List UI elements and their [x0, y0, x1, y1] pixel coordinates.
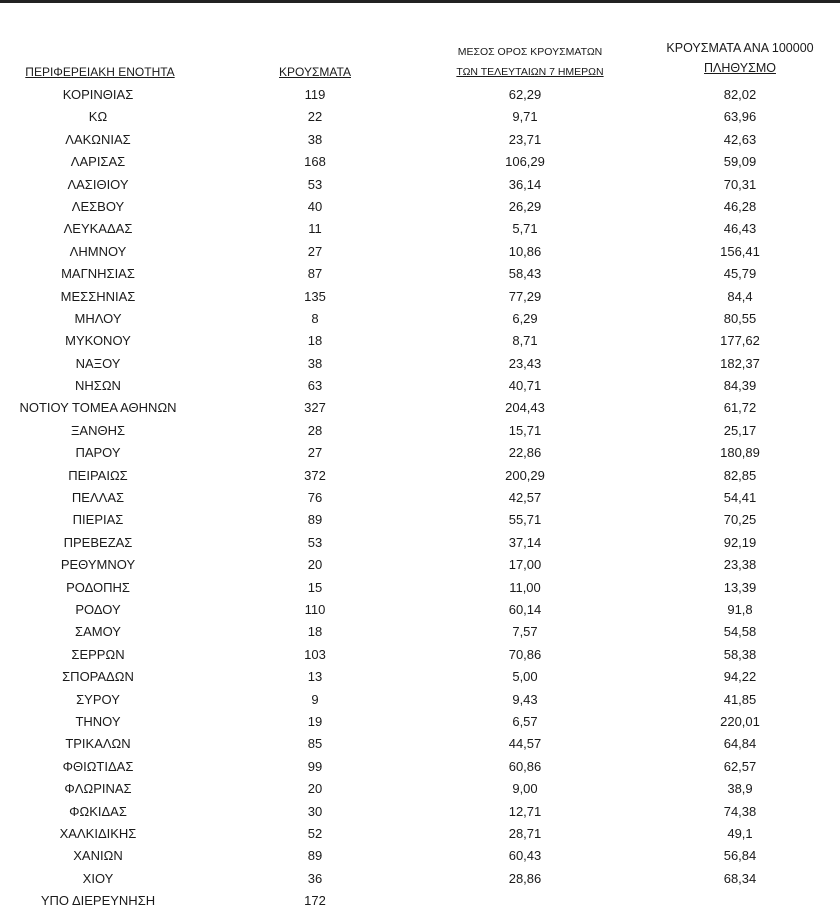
region-cell: ΛΑΣΙΘΙΟΥ	[67, 176, 129, 192]
per-100000-cell: 84,39	[723, 378, 757, 394]
average-cell: 200,29	[505, 467, 545, 483]
cases-cell: 103	[304, 646, 326, 662]
per-100000-cell: 58,38	[723, 646, 757, 662]
region-cell: ΠΡΕΒΕΖΑΣ	[63, 534, 133, 550]
per-100000-cell: 63,96	[723, 109, 757, 125]
region-cell: ΧΑΝΙΩΝ	[73, 848, 123, 864]
cases-cell: 18	[307, 333, 323, 349]
table-row	[0, 778, 840, 800]
region-cell: ΠΑΡΟΥ	[75, 445, 121, 461]
per-100000-cell: 13,39	[723, 579, 757, 595]
region-cell: ΧΑΛΚΙΔΙΚΗΣ	[59, 825, 137, 841]
cases-cell: 13	[307, 669, 323, 685]
region-cell: ΦΩΚΙΔΑΣ	[69, 803, 127, 819]
table-row	[0, 308, 840, 330]
average-cell: 9,71	[512, 109, 538, 125]
table-row	[0, 84, 840, 106]
per-100000-cell: 68,34	[723, 870, 757, 886]
cases-cell: 20	[307, 781, 323, 797]
average-cell: 44,57	[508, 736, 542, 752]
average-cell: 70,86	[508, 646, 542, 662]
table-row	[0, 106, 840, 128]
table-row	[0, 532, 840, 554]
region-cell: ΡΟΔΟΠΗΣ	[66, 579, 130, 595]
table-row	[0, 487, 840, 509]
cases-cell: 30	[307, 803, 323, 819]
table-body	[0, 84, 840, 912]
cases-cell: 110	[304, 601, 326, 617]
region-cell: ΣΑΜΟΥ	[75, 624, 121, 640]
per-100000-cell: 64,84	[723, 736, 757, 752]
cases-cell: 20	[307, 557, 323, 573]
region-cell: ΞΑΝΘΗΣ	[70, 422, 126, 438]
per-100000-cell: 38,9	[727, 781, 753, 797]
average-cell: 26,29	[508, 198, 542, 214]
per-100000-cell: 54,58	[723, 624, 757, 640]
average-cell: 23,71	[508, 131, 542, 147]
table-row	[0, 129, 840, 151]
region-cell: ΛΑΡΙΣΑΣ	[70, 154, 126, 170]
per-100000-cell: 59,09	[723, 154, 757, 170]
table-row	[0, 577, 840, 599]
cases-cell: 11	[308, 221, 322, 237]
cases-cell: 52	[307, 825, 323, 841]
average-cell: 11,00	[509, 579, 541, 595]
table-row	[0, 890, 840, 912]
cases-cell: 27	[307, 243, 323, 259]
cases-cell: 28	[307, 422, 323, 438]
cases-cell: 19	[307, 713, 323, 729]
cases-cell: 76	[307, 490, 323, 506]
region-cell: ΣΕΡΡΩΝ	[71, 646, 125, 662]
cases-cell: 40	[307, 198, 323, 214]
average-cell: 60,86	[508, 758, 542, 774]
region-cell: ΛΕΥΚΑΔΑΣ	[63, 221, 133, 237]
cases-cell: 172	[304, 893, 326, 909]
per-100000-cell: 45,79	[723, 266, 757, 282]
region-cell: ΡΕΘΥΜΝΟΥ	[60, 557, 136, 573]
cases-cell: 119	[304, 87, 326, 102]
header-avg-line2: ΤΩΝ ΤΕΛΕΥΤΑΙΩΝ 7 ΗΜΕΡΩΝ	[456, 66, 604, 78]
per-100000-cell: 177,62	[720, 333, 760, 349]
table-row	[0, 554, 840, 576]
header-seven-day-average	[425, 42, 635, 82]
average-cell: 23,43	[508, 355, 542, 371]
average-cell: 6,29	[512, 310, 538, 326]
average-cell: 17,00	[508, 557, 542, 573]
table-row	[0, 442, 840, 464]
cases-cell: 99	[307, 758, 323, 774]
cases-cell: 89	[307, 848, 323, 864]
region-cell: ΧΙΟΥ	[82, 870, 114, 886]
top-border	[0, 0, 840, 3]
header-cases-label: ΚΡΟΥΣΜΑΤΑ	[279, 65, 351, 79]
cases-cell: 327	[304, 400, 326, 416]
average-cell: 22,86	[508, 445, 542, 461]
header-region-label: ΠΕΡΙΦΕΡΕΙΑΚΗ ΕΝΟΤΗΤΑ	[25, 65, 175, 79]
average-cell: 62,29	[508, 87, 542, 102]
region-cell: ΦΘΙΩΤΙΔΑΣ	[62, 758, 134, 774]
average-cell: 28,86	[508, 870, 542, 886]
table-row	[0, 465, 840, 487]
region-cell: ΡΟΔΟΥ	[75, 601, 121, 617]
table-row	[0, 621, 840, 643]
region-cell: ΚΩ	[88, 109, 108, 125]
per-100000-cell: 42,63	[723, 131, 757, 147]
table-row	[0, 823, 840, 845]
per-100000-cell: 56,84	[723, 848, 757, 864]
table-row	[0, 330, 840, 352]
per-100000-cell: 182,37	[720, 355, 760, 371]
region-cell: ΝΑΞΟΥ	[75, 355, 121, 371]
header-cases-per-100000	[620, 38, 840, 78]
table-row	[0, 666, 840, 688]
cases-cell: 63	[307, 378, 323, 394]
per-100000-cell: 156,41	[720, 243, 760, 259]
cases-cell: 36	[307, 870, 323, 886]
region-cell: ΛΕΣΒΟΥ	[71, 198, 125, 214]
table-row	[0, 868, 840, 890]
average-cell: 10,86	[508, 243, 542, 259]
average-cell: 5,00	[512, 669, 538, 685]
per-100000-cell: 62,57	[723, 758, 757, 774]
region-cell: ΠΕΛΛΑΣ	[71, 490, 125, 506]
cases-cell: 38	[307, 355, 323, 371]
header-region	[0, 62, 200, 82]
per-100000-cell: 49,1	[727, 825, 753, 841]
region-cell: ΛΑΚΩΝΙΑΣ	[65, 131, 131, 147]
average-cell: 5,71	[512, 221, 538, 237]
average-cell: 58,43	[508, 266, 542, 282]
cases-cell: 53	[307, 534, 323, 550]
cases-cell: 9	[311, 691, 319, 707]
cases-cell: 89	[307, 512, 323, 528]
per-100000-cell: 220,01	[720, 713, 760, 729]
table-row	[0, 509, 840, 531]
per-100000-cell: 74,38	[723, 803, 757, 819]
table-row	[0, 644, 840, 666]
cases-cell: 15	[307, 579, 323, 595]
region-cell: ΣΠΟΡΑΔΩΝ	[62, 669, 134, 685]
cases-cell: 27	[307, 445, 323, 461]
header-avg-line1: ΜΕΣΟΣ ΟΡΟΣ ΚΡΟΥΣΜΑΤΩΝ	[457, 46, 603, 58]
per-100000-cell: 23,38	[723, 557, 757, 573]
cases-cell: 18	[307, 624, 323, 640]
cases-cell: 38	[307, 131, 323, 147]
region-cell: ΛΗΜΝΟΥ	[69, 243, 127, 259]
average-cell: 9,00	[512, 781, 538, 797]
table-row	[0, 689, 840, 711]
per-100000-cell: 70,31	[723, 176, 757, 192]
table-row	[0, 263, 840, 285]
region-cell: ΠΕΙΡΑΙΩΣ	[68, 467, 128, 483]
cases-cell: 135	[304, 288, 326, 304]
average-cell: 8,71	[512, 333, 538, 349]
table-row	[0, 801, 840, 823]
average-cell: 28,71	[508, 825, 542, 841]
region-cell: ΣΥΡΟΥ	[76, 691, 120, 707]
per-100000-cell: 41,85	[723, 691, 757, 707]
region-cell: ΜΥΚΟΝΟΥ	[65, 333, 131, 349]
region-cell: ΜΕΣΣΗΝΙΑΣ	[60, 288, 136, 304]
per-100000-cell: 46,43	[723, 221, 757, 237]
average-cell: 37,14	[508, 534, 542, 550]
cases-cell: 87	[307, 266, 323, 282]
table-row	[0, 420, 840, 442]
table-row	[0, 599, 840, 621]
region-cell: ΚΟΡΙΝΘΙΑΣ	[62, 87, 134, 102]
average-cell: 204,43	[505, 400, 545, 416]
region-cell: ΤΡΙΚΑΛΩΝ	[65, 736, 131, 752]
average-cell: 6,57	[512, 713, 538, 729]
cases-cell: 168	[304, 154, 326, 170]
cases-cell: 53	[307, 176, 323, 192]
table-row	[0, 196, 840, 218]
per-100000-cell: 61,72	[723, 400, 757, 416]
table-row	[0, 218, 840, 240]
table-row	[0, 375, 840, 397]
per-100000-cell: 54,41	[723, 490, 757, 506]
per-100000-cell: 82,02	[723, 87, 757, 102]
table-row	[0, 151, 840, 173]
region-cell: ΤΗΝΟΥ	[75, 713, 121, 729]
table-row	[0, 756, 840, 778]
cases-cell: 372	[304, 467, 326, 483]
average-cell: 9,43	[512, 691, 538, 707]
header-cases	[260, 62, 370, 82]
table-row	[0, 241, 840, 263]
region-cell: ΥΠΟ ΔΙΕΡΕΥΝΗΣΗ	[40, 893, 156, 909]
table-row	[0, 397, 840, 419]
per-100000-cell: 80,55	[723, 310, 757, 326]
region-cell: ΝΗΣΩΝ	[75, 378, 121, 394]
average-cell: 40,71	[508, 378, 542, 394]
per-100000-cell: 46,28	[723, 198, 757, 214]
per-100000-cell: 94,22	[723, 669, 757, 685]
table-row	[0, 733, 840, 755]
region-cell: ΝΟΤΙΟΥ ΤΟΜΕΑ ΑΘΗΝΩΝ	[19, 400, 177, 416]
region-cell: ΠΙΕΡΙΑΣ	[72, 512, 124, 528]
per-100000-cell: 180,89	[720, 445, 760, 461]
average-cell: 7,57	[512, 624, 538, 640]
header-per-line2: ΠΛΗΘΥΣΜΟ	[704, 61, 776, 75]
average-cell: 60,43	[508, 848, 542, 864]
average-cell: 106,29	[505, 154, 545, 170]
per-100000-cell: 84,4	[727, 288, 753, 304]
table-row	[0, 711, 840, 733]
per-100000-cell: 70,25	[723, 512, 757, 528]
region-cell: ΦΛΩΡΙΝΑΣ	[64, 781, 132, 797]
average-cell: 15,71	[508, 422, 542, 438]
cases-cell: 8	[311, 310, 319, 326]
per-100000-cell: 82,85	[723, 467, 757, 483]
cases-cell: 22	[307, 109, 323, 125]
region-cell: ΜΑΓΝΗΣΙΑΣ	[61, 266, 135, 282]
average-cell: 42,57	[508, 490, 542, 506]
average-cell: 36,14	[508, 176, 542, 192]
cases-cell: 85	[307, 736, 323, 752]
per-100000-cell: 25,17	[723, 422, 757, 438]
region-cell: ΜΗΛΟΥ	[74, 310, 122, 326]
average-cell: 12,71	[508, 803, 542, 819]
per-100000-cell: 92,19	[723, 534, 757, 550]
table-row	[0, 845, 840, 867]
table-row	[0, 353, 840, 375]
table-row	[0, 174, 840, 196]
average-cell: 60,14	[508, 601, 542, 617]
average-cell: 77,29	[508, 288, 542, 304]
average-cell: 55,71	[508, 512, 542, 528]
header-per-line1: ΚΡΟΥΣΜΑΤΑ ΑΝΑ 100000	[666, 41, 814, 55]
per-100000-cell: 91,8	[727, 601, 753, 617]
table-row	[0, 286, 840, 308]
